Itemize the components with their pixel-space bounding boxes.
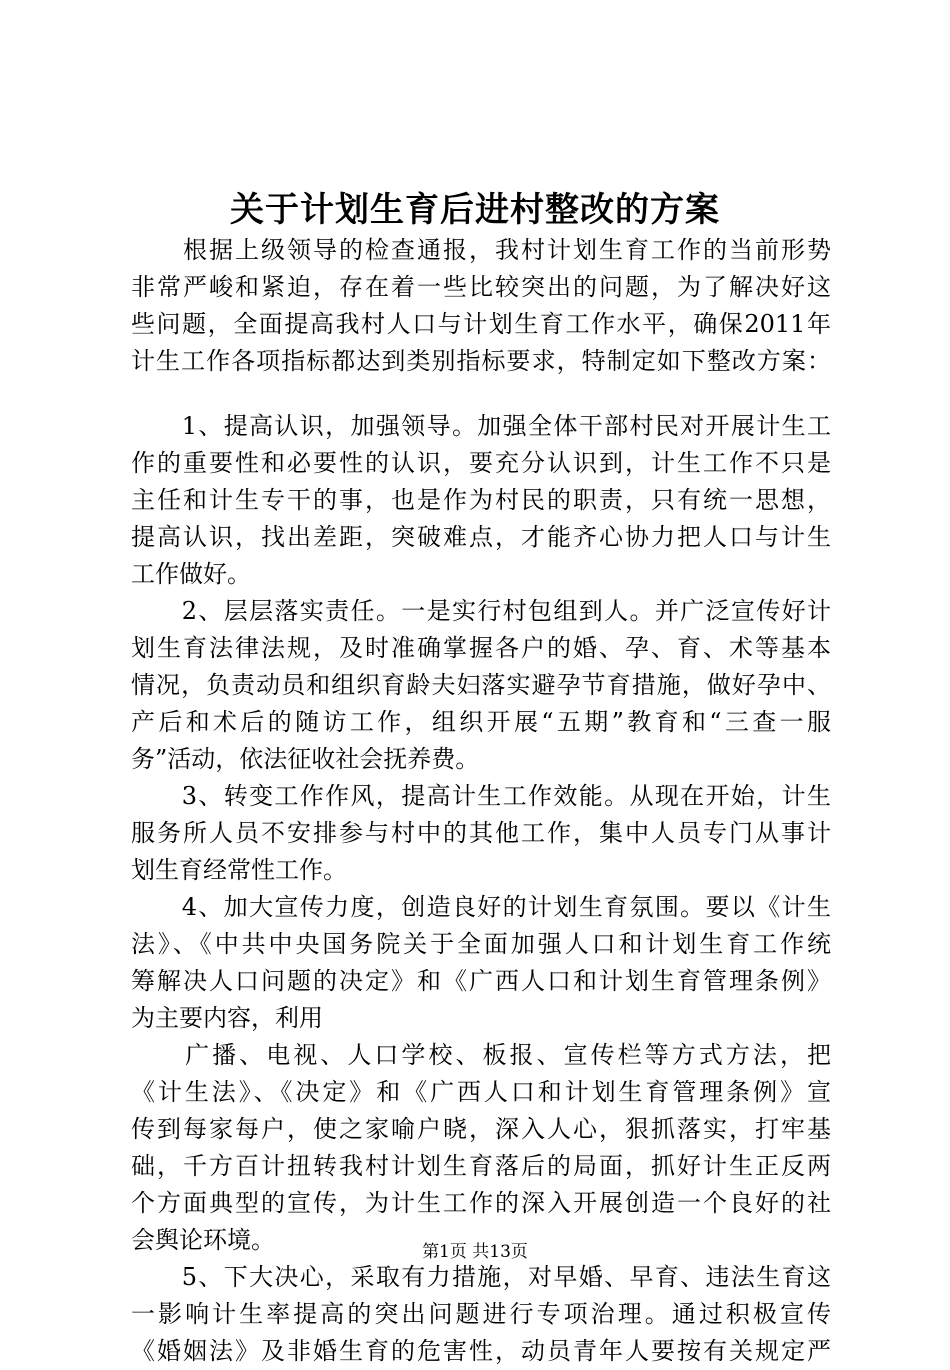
paragraph-item-1 — [131, 408, 831, 593]
text-line: 些问题，全面提高我村人口与计划生育工作水平，确保2011年 — [131, 310, 831, 338]
text-line: 5、下大决心，采取有力措施，对早婚、早育、违法生育这 — [131, 1263, 831, 1291]
text-line: 筹解决人口问题的决定》和《广西人口和计划生育管理条例》 — [131, 967, 831, 995]
text-line: 服务所人员不安排参与村中的其他工作，集中人员专门从事计 — [131, 819, 831, 847]
text-line: 产后和术后的随访工作，组织开展“五期”教育和“三查一服 — [131, 708, 831, 736]
text-line: 《计生法》、《决定》和《广西人口和计划生育管理条例》宣 — [131, 1078, 831, 1106]
paragraph-gap — [131, 380, 831, 408]
paragraph-item-4-continued — [131, 1037, 831, 1259]
text-line: 情况，负责动员和组织育龄夫妇落实避孕节育措施，做好孕中、 — [131, 671, 831, 699]
text-line: 法》、《中共中央国务院关于全面加强人口和计划生育工作统 — [131, 930, 831, 958]
paragraph-intro — [131, 232, 831, 380]
text-line: 根据上级领导的检查通报，我村计划生育工作的当前形势 — [131, 236, 831, 264]
text-line: 非常严峻和紧迫，存在着一些比较突出的问题，为了解决好这 — [131, 273, 831, 301]
paragraph-item-4 — [131, 889, 831, 1037]
paragraph-item-2 — [131, 593, 831, 778]
document-body — [131, 232, 831, 1370]
text-line: 2、层层落实责任。一是实行村包组到人。并广泛宣传好计 — [131, 597, 831, 625]
text-line: 务”活动，依法征收社会抚养费。 — [131, 745, 480, 773]
paragraph-item-5 — [131, 1259, 831, 1370]
text-line: 传到每家每户，使之家喻户晓，深入人心，狠抓落实，打牢基 — [131, 1115, 831, 1143]
text-line: 主任和计生专干的事，也是作为村民的职责，只有统一思想， — [131, 486, 831, 514]
text-line: 工作做好。 — [131, 560, 251, 588]
text-line: 《婚姻法》及非婚生育的危害性，动员青年人要按有关规定严 — [131, 1337, 831, 1365]
text-line: 一影响计生率提高的突出问题进行专项治理。通过积极宣传 — [131, 1300, 831, 1328]
paragraph-item-3 — [131, 778, 831, 889]
text-line: 广播、电视、人口学校、板报、宣传栏等方式方法，把 — [131, 1041, 831, 1069]
text-line: 个方面典型的宣传，为计生工作的深入开展创造一个良好的社 — [131, 1189, 831, 1217]
text-line: 4、加大宣传力度，创造良好的计划生育氛围。要以《计生 — [131, 893, 831, 921]
text-line: 作的重要性和必要性的认识，要充分认识到，计生工作不只是 — [131, 449, 831, 477]
text-line: 划生育经常性工作。 — [131, 856, 347, 884]
page-number-footer: 第1页 共13页 — [422, 1242, 528, 1262]
text-line: 础，千方百计扭转我村计划生育落后的局面，抓好计生正反两 — [131, 1152, 831, 1180]
text-line: 提高认识，找出差距，突破难点，才能齐心协力把人口与计生 — [131, 523, 831, 551]
text-line: 会舆论环境。 — [131, 1226, 275, 1254]
text-line: 为主要内容，利用 — [131, 1004, 323, 1032]
text-line: 计生工作各项指标都达到类别指标要求，特制定如下整改方案： — [131, 347, 831, 375]
document-title: 关于计划生育后进村整改的方案 — [230, 190, 720, 230]
text-line: 1、提高认识，加强领导。加强全体干部村民对开展计生工 — [131, 412, 831, 440]
text-line: 3、转变工作作风，提高计生工作效能。从现在开始，计生 — [131, 782, 831, 810]
text-line: 划生育法律法规，及时准确掌握各户的婚、孕、育、术等基本 — [131, 634, 831, 662]
